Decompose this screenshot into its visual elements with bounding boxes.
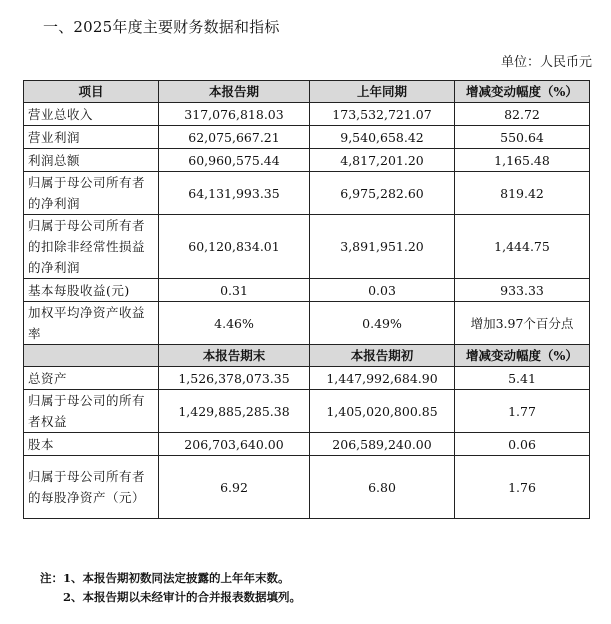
current-value: 60,960,575.44 [159,149,310,172]
change-value: 5.41 [455,367,590,390]
change-value: 1,444.75 [455,215,590,279]
header-item: 项目 [24,81,159,103]
row-label: 营业总收入 [24,103,159,126]
table-row [24,456,590,519]
header-current-period: 本报告期 [159,81,310,103]
financial-data-table [23,80,590,519]
table-row [24,302,590,345]
header-change-pct: 增减变动幅度（%） [455,345,590,367]
current-value: 6.92 [159,456,310,519]
currency-unit: 单位：人民币元 [500,55,592,70]
header-change-pct: 增减变动幅度（%） [455,81,590,103]
previous-value: 4,817,201.20 [310,149,455,172]
change-value: 933.33 [455,279,590,302]
row-label: 归属于母公司的所有者权益 [24,390,159,433]
change-value: 1.76 [455,456,590,519]
table-row [24,103,590,126]
subheader-blank-cell [24,345,159,367]
footnote-1: 注：1、本报告期初数同法定披露的上年年末数。 [40,571,290,585]
previous-value: 0.49% [310,302,455,345]
row-label: 归属于母公司所有者的扣除非经常性损益的净利润 [24,215,159,279]
previous-value: 1,405,020,800.85 [310,390,455,433]
change-value: 550.64 [455,126,590,149]
header-period-end: 本报告期末 [159,345,310,367]
current-value: 317,076,818.03 [159,103,310,126]
current-value: 1,526,378,073.35 [159,367,310,390]
row-label: 营业利润 [24,126,159,149]
current-value: 60,120,834.01 [159,215,310,279]
current-value: 4.46% [159,302,310,345]
previous-value: 9,540,658.42 [310,126,455,149]
table-header-row [24,81,590,103]
row-label: 归属于母公司所有者的净利润 [24,172,159,215]
footnote-2: 2、本报告期以未经审计的合并报表数据填列。 [63,590,301,604]
current-value: 64,131,993.35 [159,172,310,215]
previous-value: 3,891,951.20 [310,215,455,279]
header-prior-period: 上年同期 [310,81,455,103]
current-value: 62,075,667.21 [159,126,310,149]
change-value: 819.42 [455,172,590,215]
table-subheader-row [24,345,590,367]
change-value: 0.06 [455,433,590,456]
table-row [24,149,590,172]
table-row [24,172,590,215]
section-heading: 一、2025年度主要财务数据和指标 [43,18,280,36]
change-value: 1,165.48 [455,149,590,172]
change-value: 82.72 [455,103,590,126]
previous-value: 206,589,240.00 [310,433,455,456]
previous-value: 173,532,721.07 [310,103,455,126]
previous-value: 1,447,992,684.90 [310,367,455,390]
change-value: 1.77 [455,390,590,433]
current-value: 0.31 [159,279,310,302]
previous-value: 6,975,282.60 [310,172,455,215]
footnotes [40,569,301,607]
table-row [24,367,590,390]
row-label: 基本每股收益(元) [24,279,159,302]
current-value: 1,429,885,285.38 [159,390,310,433]
header-period-start: 本报告期初 [310,345,455,367]
table-row [24,279,590,302]
row-label: 股本 [24,433,159,456]
table-row [24,215,590,279]
row-label: 加权平均净资产收益率 [24,302,159,345]
change-value: 增加3.97个百分点 [455,302,590,345]
row-label: 总资产 [24,367,159,390]
current-value: 206,703,640.00 [159,433,310,456]
previous-value: 6.80 [310,456,455,519]
table-row [24,390,590,433]
table-row [24,126,590,149]
table-row [24,433,590,456]
row-label: 归属于母公司所有者的每股净资产（元） [24,456,159,519]
row-label: 利润总额 [24,149,159,172]
previous-value: 0.03 [310,279,455,302]
